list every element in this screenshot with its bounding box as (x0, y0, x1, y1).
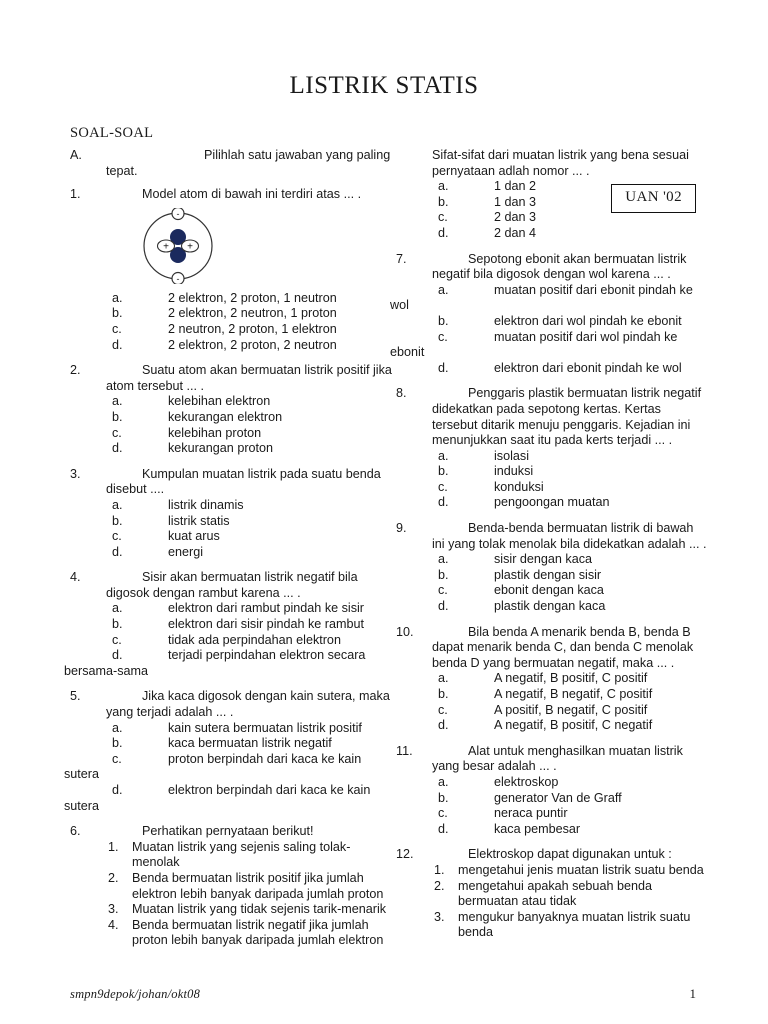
question-block (64, 570, 392, 679)
right-question-list (390, 148, 708, 941)
answer-option-list (106, 394, 392, 456)
question-number: 1. (70, 187, 81, 202)
option-text: elektron dari sisir pindah ke rambut (168, 617, 364, 632)
option-text: A negatif, B positif, C negatif (494, 718, 653, 733)
option-letter: b. (112, 409, 123, 424)
option-letter: d. (438, 821, 449, 836)
option-letter: b. (438, 464, 449, 479)
question-block (70, 187, 392, 353)
question-stem: Alat untuk menghasilkan muatan listrik yang besar adalah ... . (432, 743, 683, 774)
footer-note: smpn9depok/johan/okt08 (70, 987, 201, 1001)
answer-option[interactable] (106, 545, 392, 561)
option-text: terjadi perpindahan elektron secara (168, 648, 366, 663)
answer-option[interactable] (106, 441, 392, 457)
page-number: 1 (689, 986, 696, 1001)
answer-option-list (432, 671, 708, 733)
option-letter: b. (438, 567, 449, 582)
option-text: energi (168, 544, 204, 559)
answer-option[interactable] (432, 568, 708, 584)
question-block (396, 744, 708, 838)
option-letter: a. (438, 552, 449, 567)
question-number: 5. (70, 689, 81, 704)
option-letter: c. (112, 529, 122, 544)
answer-option[interactable] (432, 775, 708, 791)
answer-option[interactable] (106, 783, 392, 799)
question-number: 10. (396, 624, 414, 639)
option-continuation: sutera (64, 798, 100, 813)
option-letter: d. (438, 718, 449, 733)
question-block (396, 521, 708, 615)
answer-option[interactable] (432, 195, 708, 211)
statement-list (106, 840, 392, 949)
option-letter: a. (438, 671, 449, 686)
option-letter: d. (112, 783, 123, 797)
statement-item (106, 918, 392, 949)
statement-number: 2. (108, 870, 119, 885)
option-text: A positif, B negatif, C positif (494, 702, 648, 717)
option-letter: d. (112, 648, 123, 663)
question-number: 3. (70, 466, 81, 481)
option-text: 1 dan 3 (494, 194, 537, 209)
option-letter: a. (112, 720, 123, 735)
answer-option[interactable] (432, 330, 708, 346)
answer-option[interactable] (432, 480, 708, 496)
statement-text: Muatan listrik yang sejenis saling tolak-menolak (132, 839, 351, 870)
option-text: kain sutera bermuatan listrik positif (168, 720, 362, 735)
option-letter: d. (112, 441, 123, 456)
question-stem: Bila benda A menarik benda B, benda B dapat menarik benda C, dan benda C menolak benda D yang bermuatan negatif, maka ... . (432, 624, 694, 670)
answer-option-list (106, 291, 392, 353)
option-continuation: ebonit (390, 345, 425, 360)
answer-option[interactable] (432, 822, 708, 838)
option-letter: c. (112, 751, 122, 766)
question-stem: Kumpulan muatan listrik pada suatu benda disebut .... (106, 466, 381, 497)
answer-option-list (432, 179, 708, 241)
answer-option[interactable] (432, 314, 708, 330)
question-number: 12. (396, 847, 414, 862)
option-letter: a. (438, 179, 449, 194)
option-letter: b. (112, 306, 123, 321)
question-block (70, 467, 392, 561)
option-letter: a. (438, 448, 449, 463)
question-number: 8. (396, 386, 407, 401)
answer-option[interactable] (432, 599, 708, 615)
statement-text: mengetahui jenis muatan listrik suatu benda (458, 862, 704, 877)
two-column-body (0, 148, 768, 968)
option-letter: d. (438, 360, 449, 375)
answer-option[interactable] (432, 583, 708, 599)
option-letter: c. (438, 479, 448, 494)
section-heading: SOAL-SOAL (70, 125, 154, 141)
option-text: muatan positif dari wol pindah ke (494, 329, 678, 344)
answer-option[interactable] (432, 703, 708, 719)
option-text: kekurangan elektron (168, 409, 283, 424)
option-text: kekurangan proton (168, 441, 274, 456)
answer-option[interactable] (106, 306, 392, 322)
statement-item (106, 840, 392, 871)
question-number: 9. (396, 521, 407, 536)
answer-option[interactable] (432, 671, 708, 687)
option-letter: c. (438, 583, 448, 598)
answer-option-list (432, 449, 708, 511)
option-text: ebonit dengan kaca (494, 583, 604, 598)
option-letter: a. (112, 497, 123, 512)
option-letter: a. (438, 774, 449, 789)
answer-option[interactable] (432, 687, 708, 703)
statement-item (432, 863, 708, 879)
question-block (70, 824, 392, 949)
question-stem: Benda-benda bermuatan listrik di bawah ini yang tolak menolak bila didekatkan adalah ... . (432, 521, 707, 551)
option-text: elektron berpindah dari kaca ke kain (168, 783, 371, 797)
option-letter: c. (438, 702, 448, 717)
question-stem: Penggaris plastik bermuatan listrik negatif didekatkan pada sepotong kertas. Kertas tersebut ditarik menuju penggaris. Kejadian ini menunjukkan saat itu pada kerts terjadi ... . (432, 386, 702, 448)
statement-number: 3. (108, 902, 119, 917)
option-letter: d. (112, 544, 123, 559)
svg-text:-: - (176, 273, 180, 284)
option-letter: b. (112, 617, 123, 632)
statement-list (432, 863, 708, 941)
option-letter: d. (438, 599, 449, 614)
option-text: elektron dari ebonit pindah ke wol (494, 360, 682, 375)
uan-stamp: UAN '02 (611, 184, 696, 213)
option-text: plastik dengan kaca (494, 599, 606, 614)
answer-option[interactable] (432, 361, 708, 377)
question-number: 7. (396, 251, 407, 266)
answer-option-list (64, 601, 392, 679)
option-letter: d. (438, 495, 449, 510)
answer-option[interactable] (106, 529, 392, 545)
question-number: 6. (70, 824, 81, 839)
answer-option[interactable] (106, 322, 392, 338)
question-stem: Model atom di bawah ini terdiri atas ... . (142, 187, 362, 202)
option-letter: a. (112, 601, 123, 616)
statement-number: 1. (108, 839, 119, 854)
option-text: listrik statis (168, 513, 230, 528)
option-text: induksi (494, 464, 534, 479)
answer-option[interactable] (432, 179, 708, 195)
option-text: generator Van de Graff (494, 790, 622, 805)
atom-svg (132, 208, 224, 284)
question-stem: Suatu atom akan bermuatan listrik positif jika atom tersebut ... . (106, 363, 392, 393)
answer-option[interactable] (106, 291, 392, 307)
option-continuation: sutera (64, 767, 100, 782)
option-letter: a. (112, 394, 123, 409)
answer-option[interactable] (432, 464, 708, 480)
statement-item (106, 902, 392, 918)
statement-number: 3. (434, 909, 445, 924)
option-text: plastik dengan sisir (494, 567, 602, 582)
option-letter: a. (112, 290, 123, 305)
option-continuation: bersama-sama (64, 663, 148, 678)
question-stem: Sisir akan bermuatan listrik negatif bila digosok dengan rambut karena ... . (106, 570, 358, 600)
option-text: kuat arus (168, 529, 220, 544)
answer-option[interactable] (432, 806, 708, 822)
option-text: 2 elektron, 2 proton, 2 neutron (168, 337, 337, 352)
question-number: 2. (70, 363, 81, 378)
right-column (390, 148, 708, 951)
answer-option[interactable] (106, 410, 392, 426)
option-text: 2 elektron, 2 proton, 1 neutron (168, 290, 337, 305)
answer-option[interactable] (432, 449, 708, 465)
option-text: neraca puntir (494, 806, 568, 821)
option-text: kelebihan proton (168, 425, 262, 440)
answer-option[interactable] (106, 426, 392, 442)
option-letter: c. (438, 210, 448, 225)
question-stem: Sifat-sifat dari muatan listrik yang bena sesuai pernyataan adlah nomor ... . (432, 148, 689, 178)
statement-number: 1. (434, 862, 445, 877)
option-letter: d. (438, 225, 449, 240)
option-text: A negatif, B negatif, C positif (494, 687, 653, 701)
instruction-letter: A. (70, 148, 82, 162)
option-letter: c. (112, 632, 122, 647)
answer-option[interactable] (106, 648, 392, 664)
answer-option-list (432, 552, 708, 614)
answer-option[interactable] (432, 495, 708, 511)
answer-option[interactable] (106, 394, 392, 410)
option-letter: b. (112, 513, 123, 528)
svg-text:+: + (187, 241, 193, 253)
question-stem: Jika kaca digosok dengan kain sutera, maka yang terjadi adalah ... . (106, 689, 390, 720)
option-letter: c. (112, 425, 122, 440)
statement-text: mengukur banyaknya muatan listrik suatu benda (458, 909, 691, 940)
svg-text:-: - (176, 208, 180, 219)
option-text: kaca pembesar (494, 821, 581, 836)
option-text: tidak ada perpindahan elektron (168, 632, 341, 647)
question-block (396, 386, 708, 511)
atom-diagram (132, 208, 392, 284)
answer-option[interactable] (106, 633, 392, 649)
statement-number: 4. (108, 917, 119, 932)
option-text: 2 dan 4 (494, 225, 537, 240)
option-letter: c. (112, 321, 122, 336)
statement-number: 2. (434, 878, 445, 893)
answer-option[interactable] (106, 601, 392, 617)
answer-option-list (64, 720, 392, 815)
statement-text: mengetahui apakah sebuah benda bermuatan atau tidak (458, 878, 652, 909)
statement-text: Benda bermuatan listrik positif jika jumlah elektron lebih banyak daripada jumlah proton (132, 870, 384, 901)
option-text: kelebihan elektron (168, 394, 271, 409)
question-number: 4. (70, 570, 81, 585)
question-number: 11. (396, 743, 413, 758)
question-stem: Elektroskop dapat digunakan untuk : (468, 847, 672, 862)
answer-option[interactable] (106, 752, 392, 768)
instruction-text: Pilihlah satu jawaban yang paling tepat. (106, 148, 391, 178)
instruction-block (70, 148, 392, 179)
statement-item (432, 910, 708, 941)
question-block (396, 847, 708, 941)
option-letter: b. (438, 194, 449, 209)
statement-item (432, 879, 708, 910)
answer-option[interactable] (432, 210, 708, 226)
option-text: sisir dengan kaca (494, 552, 593, 567)
question-stem: Perhatikan pernyataan berikut! (142, 824, 314, 839)
question-block (396, 148, 708, 242)
option-letter: c. (438, 806, 448, 821)
answer-option[interactable] (106, 721, 392, 737)
statement-text: Benda bermuatan listrik negatif jika jumlah proton lebih banyak daripada jumlah elektron (132, 917, 384, 948)
option-text: muatan positif dari ebonit pindah ke (494, 282, 693, 297)
option-text: A negatif, B positif, C positif (494, 671, 648, 686)
svg-text:+: + (163, 241, 169, 253)
option-letter: a. (438, 282, 449, 297)
answer-option[interactable] (432, 791, 708, 807)
option-text: konduksi (494, 479, 544, 494)
question-block (70, 363, 392, 457)
answer-option[interactable] (106, 514, 392, 530)
question-block (390, 251, 708, 377)
question-block (396, 625, 708, 734)
option-text: proton berpindah dari kaca ke kain (168, 751, 362, 766)
answer-option[interactable] (106, 498, 392, 514)
question-stem: Sepotong ebonit akan bermuatan listrik negatif bila digosok dengan wol karena ... . (432, 251, 687, 282)
left-question-list (64, 187, 392, 949)
answer-option[interactable] (432, 226, 708, 242)
option-text: kaca bermuatan listrik negatif (168, 736, 332, 751)
option-letter: b. (438, 790, 449, 805)
option-letter: b. (438, 687, 449, 701)
page-title: LISTRIK STATIS (289, 72, 479, 99)
option-text: 2 elektron, 2 neutron, 1 proton (168, 306, 337, 321)
option-text: elektroskop (494, 774, 559, 789)
option-letter: b. (438, 313, 449, 328)
statement-text: Muatan listrik yang tidak sejenis tarik-menarik (132, 902, 387, 917)
statement-item (106, 871, 392, 902)
answer-option[interactable] (432, 283, 708, 299)
option-letter: c. (438, 329, 448, 344)
answer-option[interactable] (106, 617, 392, 633)
option-text: isolasi (494, 448, 529, 463)
answer-option-list (432, 775, 708, 837)
left-column (64, 148, 392, 959)
question-block (64, 689, 392, 814)
answer-option-list (106, 498, 392, 560)
option-text: elektron dari wol pindah ke ebonit (494, 313, 682, 328)
option-letter: d. (112, 337, 123, 352)
answer-option[interactable] (432, 718, 708, 734)
answer-option[interactable] (106, 736, 392, 752)
option-text: 1 dan 2 (494, 179, 537, 194)
option-continuation: wol (390, 298, 409, 313)
option-text: 2 dan 3 (494, 210, 537, 225)
answer-option-list (390, 282, 708, 377)
answer-option[interactable] (106, 338, 392, 354)
option-text: pengoongan muatan (494, 495, 610, 510)
option-text: 2 neutron, 2 proton, 1 elektron (168, 321, 337, 336)
option-text: listrik dinamis (168, 497, 244, 512)
answer-option[interactable] (432, 552, 708, 568)
option-text: elektron dari rambut pindah ke sisir (168, 601, 364, 616)
option-letter: b. (112, 736, 123, 751)
